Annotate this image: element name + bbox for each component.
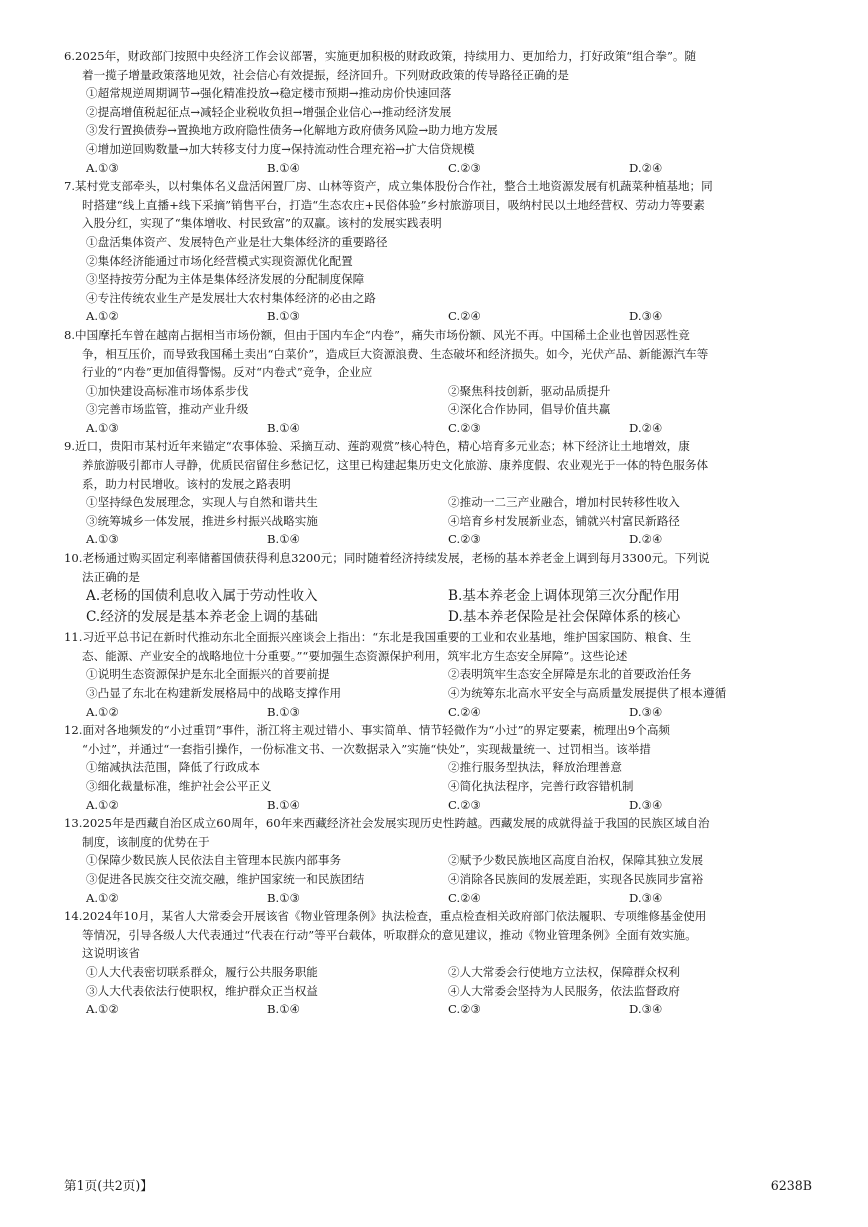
statement-option-row (64, 870, 810, 889)
statement-option: ③完善市场监管，推动产业升级 (86, 402, 249, 417)
answer-choice: B.①④ (267, 420, 300, 435)
statement-option: ②表明筑牢生态安全屏障是东北的首要政治任务 (448, 667, 692, 682)
exam-page (64, 47, 810, 1019)
answer-choices (64, 530, 810, 549)
statement-option: ③细化裁量标准，维护社会公平正义 (86, 778, 272, 793)
answer-choices (64, 159, 810, 178)
statement-option: ②集体经济能通过市场化经营模式实现资源优化配置 (86, 253, 353, 268)
statement-option-row (64, 777, 810, 796)
question-stem-line: 14.2024年10月，某省人大常委会开展该省《物业管理条例》执法检查，重点检查相关政府部门依法履职、专项维修基金使用 (64, 909, 707, 924)
answer-choice-row (64, 586, 810, 607)
question-stem-line: 11.习近平总书记在新时代推动东北全面振兴座谈会上指出：“东北是我国重要的工业和农业基地，维护国家国防、粮食、生 (64, 630, 692, 645)
statement-option: ②聚焦科技创新，驱动品质提升 (448, 383, 611, 398)
answer-choice: D.③④ (629, 890, 663, 905)
statement-option-row (64, 493, 810, 512)
statement-option: ④消除各民族间的发展差距，实现各民族同步富裕 (448, 871, 704, 886)
statement-option: ①加快建设高标准市场体系步伐 (86, 383, 249, 398)
question-stem-line: 10.老杨通过购买固定利率储蓄国债获得利息3200元；同时随着经济持续发展，老杨的基本养老金上调到每月3300元。下列说 (64, 551, 710, 566)
statement-option: ②赋予少数民族地区高度自治权，保障其独立发展 (448, 853, 704, 868)
statement-option-row (64, 963, 810, 982)
answer-choices (64, 703, 810, 722)
answer-choice: B.①④ (267, 1002, 300, 1017)
statement-option: ④专注传统农业生产是发展壮大农村集体经济的必由之路 (86, 290, 376, 305)
question-14 (64, 907, 810, 1019)
answer-choice: D.③④ (629, 704, 663, 719)
answer-choice: C.②③ (448, 532, 481, 547)
question-11 (64, 628, 810, 721)
answer-choice: B.①③ (267, 309, 300, 324)
answer-choices (64, 307, 810, 326)
statement-option: ④培育乡村发展新业态，铺就兴村富民新路径 (448, 513, 680, 528)
answer-choices (64, 889, 810, 908)
statement-option: ①盘活集体资产、发展特色产业是壮大集体经济的重要路径 (86, 234, 388, 249)
answer-choice: A.①② (86, 797, 119, 812)
answer-choice: A.老杨的国债利息收入属于劳动性收入 (86, 588, 318, 605)
statement-option-row (64, 665, 810, 684)
statement-option-row (64, 512, 810, 531)
answer-choice: D.②④ (629, 420, 663, 435)
statement-option: ④深化合作协同，倡导价值共赢 (448, 402, 611, 417)
question-stem-line: 着一揽子增量政策落地见效，社会信心有效提振，经济回升。下列财政政策的传导路径正确的是 (82, 67, 569, 82)
answer-choice: C.②③ (448, 1002, 481, 1017)
statement-option: ②人大常委会行使地方立法权，保障群众权利 (448, 964, 680, 979)
answer-choice: B.①③ (267, 890, 300, 905)
question-stem-line: 时搭建“线上直播+线下采摘”销售平台，打造“生态农庄+民俗体验”乡村旅游项目，吸纳村民以土地经营权、劳动力等要素 (82, 197, 705, 212)
question-stem-line: 系，助力村民增收。该村的发展之路表明 (82, 476, 291, 491)
question-stem-line: 争，相互压价，而导致我国稀土卖出“白菜价”，造成巨大资源浪费、生态破坏和经济损失。如今，光伏产品、新能源汽车等 (82, 346, 709, 361)
question-stem-line: 制度，该制度的优势在于 (82, 834, 210, 849)
statement-option: ③统筹城乡一体发展，推进乡村振兴战略实施 (86, 513, 318, 528)
answer-choice: C.②④ (448, 704, 481, 719)
answer-choice: D.基本养老保险是社会保障体系的核心 (448, 609, 681, 626)
question-stem-line: 13.2025年是西藏自治区成立60周年，60年来西藏经济社会发展实现历史性跨越。西藏发展的成就得益于我国的民族区域自治 (64, 816, 710, 831)
statement-option: ①保障少数民族人民依法自主管理本民族内部事务 (86, 853, 342, 868)
statement-option-row (64, 758, 810, 777)
answer-choice: A.①③ (86, 420, 119, 435)
answer-choices (64, 419, 810, 438)
question-stem-line: 7.某村党支部牵头，以村集体名义盘活闲置厂房、山林等资产，成立集体股份合作社，整合土地资源发展有机蔬菜种植基地；同 (64, 179, 713, 194)
statement-option: ①缩减执法范围，降低了行政成本 (86, 760, 260, 775)
question-10 (64, 549, 810, 628)
paper-code: 6238B (770, 1178, 812, 1193)
question-9 (64, 437, 810, 549)
question-stem-line: 入股分红，实现了“集体增收、村民致富”的双赢。该村的发展实践表明 (82, 216, 442, 231)
question-13 (64, 814, 810, 907)
question-stem-line: 8.中国摩托车曾在越南占据相当市场份额，但由于国内车企“内卷”，痛失市场份额、风光不再。中国稀土企业也曾因恶性竞 (64, 327, 690, 342)
statement-option: ③促进各民族交往交流交融，维护国家统一和民族团结 (86, 871, 365, 886)
statement-option-row (64, 684, 810, 703)
page-footer (64, 1177, 812, 1196)
statement-option-row (64, 382, 810, 401)
statement-option-row (64, 851, 810, 870)
page-number: 第1页(共2页)】 (64, 1178, 153, 1193)
question-stem-line: 等情况，引导各级人大代表通过“代表在行动”等平台载体，听取群众的意见建议，推动《物业管理条例》全面有效实施。 (82, 927, 697, 942)
question-12 (64, 721, 810, 814)
answer-choice: C.②③ (448, 420, 481, 435)
statement-option: ③凸显了东北在构建新发展格局中的战略支撑作用 (86, 686, 342, 700)
statement-option: ②提高增值税起征点→减轻企业税收负担→增强企业信心→推动经济发展 (86, 104, 452, 119)
answer-choice: B.①④ (267, 160, 300, 175)
answer-choice: D.③④ (629, 1002, 663, 1017)
answer-choice: C.②③ (448, 160, 481, 175)
answer-choice: D.③④ (629, 309, 663, 324)
question-stem-line: “小过”，并通过“一套指引操作，一份标准文书、一次数据录入”实施“快处”，实现裁量统一、过罚相当。该举措 (82, 741, 651, 756)
answer-choice: D.③④ (629, 797, 663, 812)
statement-option: ②推行服务型执法，释放治理善意 (448, 760, 622, 775)
statement-option: ④人大常委会坚持为人民服务，依法监督政府 (448, 983, 680, 998)
answer-choice: C.②③ (448, 797, 481, 812)
answer-choice: C.②④ (448, 890, 481, 905)
question-stem-line: 态、能源、产业安全的战略地位十分重要。”“要加强生态资源保护利用，筑牢北方生态安全屏障”。这些论述 (82, 648, 628, 663)
statement-option-row (64, 982, 810, 1001)
statement-option: ④为统筹东北高水平安全与高质量发展提供了根本遵循 (448, 686, 727, 700)
question-stem-line: 行业的“内卷”更加值得警惕。反对“内卷式”竞争，企业应 (82, 365, 373, 380)
question-8 (64, 326, 810, 438)
answer-choices (64, 1000, 810, 1019)
answer-choice: C.经济的发展是基本养老金上调的基础 (86, 609, 318, 626)
answer-choice: A.①② (86, 309, 119, 324)
statement-option-row (64, 400, 810, 419)
statement-option: ④增加逆回购数量→加大转移支付力度→保持流动性合理充裕→扩大信贷规模 (86, 141, 475, 156)
question-stem-line: 12.面对各地频发的“小过重罚”事件，浙江将主观过错小、事实简单、情节轻微作为“小过”的界定要素，梳理出9个高频 (64, 723, 671, 738)
answer-choice: B.基本养老金上调体现第三次分配作用 (448, 588, 680, 605)
answer-choice: A.①③ (86, 532, 119, 547)
statement-option: ①说明生态资源保护是东北全面振兴的首要前提 (86, 667, 330, 682)
question-7 (64, 177, 810, 326)
statement-option: ①超常规逆周期调节→强化精准投放→稳定楼市预期→推动房价快速回落 (86, 86, 452, 101)
statement-option: ③坚持按劳分配为主体是集体经济发展的分配制度保障 (86, 272, 365, 287)
question-stem-line: 这说明该省 (82, 946, 140, 961)
question-stem-line: 6.2025年，财政部门按照中央经济工作会议部署，实施更加积极的财政政策，持续用力、更加给力，打好政策“组合拳”。随 (64, 49, 697, 63)
answer-choice: A.①② (86, 890, 119, 905)
statement-option: ④简化执法程序，完善行政容错机制 (448, 778, 634, 793)
answer-choice: B.①④ (267, 797, 300, 812)
statement-option: ①人大代表密切联系群众，履行公共服务职能 (86, 964, 318, 979)
answer-choices (64, 796, 810, 815)
answer-choice: A.①③ (86, 160, 119, 175)
statement-option: ③人大代表依法行使职权，维护群众正当权益 (86, 983, 318, 998)
answer-choice: C.②④ (448, 309, 481, 324)
question-stem-line: 9.近口，贵阳市某村近年来锚定“农事体验、采摘互动、莲韵观赏”核心特色，精心培育多元业态；林下经济让土地增效，康 (64, 439, 690, 454)
statement-option: ③发行置换债券→置换地方政府隐性债务→化解地方政府债务风险→助力地方发展 (86, 123, 498, 138)
question-stem-line: 养旅游吸引都市人寻静，优质民宿留住乡愁记忆，这里已构建起集历史文化旅游、康养度假、农业观光于一体的特色服务体 (82, 458, 709, 473)
statement-option: ②推动一二三产业融合，增加村民转移性收入 (448, 495, 680, 510)
answer-choice: A.①② (86, 704, 119, 719)
answer-choice-row (64, 607, 810, 628)
answer-choice: B.①③ (267, 704, 300, 719)
answer-choice: A.①② (86, 1002, 119, 1017)
question-stem-line: 法正确的是 (82, 569, 140, 584)
answer-choice: B.①④ (267, 532, 300, 547)
answer-choice: D.②④ (629, 160, 663, 175)
question-6 (64, 47, 810, 177)
statement-option: ①坚持绿色发展理念，实现人与自然和谐共生 (86, 495, 318, 510)
answer-choice: D.②④ (629, 532, 663, 547)
